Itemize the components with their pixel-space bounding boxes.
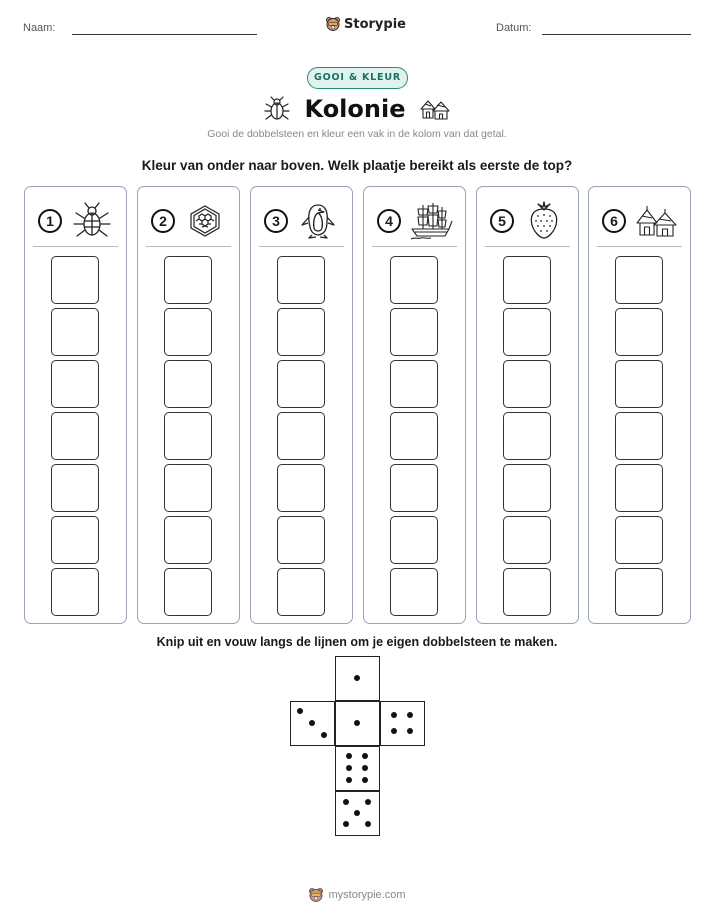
- bear-logo-icon: [308, 887, 324, 903]
- color-cell[interactable]: [390, 516, 438, 564]
- name-label: Naam:: [23, 22, 56, 34]
- pip: [362, 777, 368, 783]
- pip: [407, 712, 413, 718]
- column-number: 3: [264, 209, 288, 233]
- color-cell[interactable]: [277, 308, 325, 356]
- dice-net: [290, 656, 425, 836]
- pip: [365, 799, 371, 805]
- color-cell[interactable]: [51, 412, 99, 460]
- color-cell[interactable]: [277, 360, 325, 408]
- color-cell[interactable]: [615, 256, 663, 304]
- color-cell[interactable]: [51, 360, 99, 408]
- column-1: [24, 186, 127, 624]
- column-header: [33, 195, 118, 247]
- column-5: [476, 186, 579, 624]
- color-cell[interactable]: [615, 360, 663, 408]
- honeycomb-icon: [183, 201, 227, 241]
- columns-grid: [24, 186, 691, 624]
- dice-face-6: [335, 746, 380, 791]
- color-cell[interactable]: [390, 464, 438, 512]
- date-label: Datum:: [496, 22, 532, 34]
- color-cell[interactable]: [503, 360, 551, 408]
- color-cell[interactable]: [615, 464, 663, 512]
- pip: [354, 810, 360, 816]
- column-4: [363, 186, 466, 624]
- pip: [365, 821, 371, 827]
- dice-face-5: [335, 791, 380, 836]
- page-title: Kolonie: [304, 95, 406, 123]
- pip: [391, 712, 397, 718]
- pip: [346, 765, 352, 771]
- color-cell[interactable]: [164, 568, 212, 616]
- date-line: [542, 34, 691, 35]
- column-header: [259, 195, 344, 247]
- color-cell[interactable]: [164, 516, 212, 564]
- column-header: [597, 195, 682, 247]
- color-cell[interactable]: [390, 308, 438, 356]
- strawberry-icon: [522, 201, 566, 241]
- color-cell[interactable]: [51, 308, 99, 356]
- color-cell[interactable]: [503, 412, 551, 460]
- color-cell[interactable]: [164, 464, 212, 512]
- column-3: [250, 186, 353, 624]
- column-number: 6: [602, 209, 626, 233]
- color-cell[interactable]: [51, 464, 99, 512]
- subtitle: Gooi de dobbelsteen en kleur een vak in de kolom van dat getal.: [207, 128, 507, 140]
- footer: [0, 884, 714, 906]
- column-2: [137, 186, 240, 624]
- logo-text: Storypie: [344, 16, 406, 32]
- bug-icon: [70, 201, 114, 241]
- huts-icon: [634, 201, 678, 241]
- title-row: [0, 92, 714, 126]
- storypie-logo: [325, 14, 406, 34]
- name-line: [72, 34, 257, 35]
- color-cell[interactable]: [503, 568, 551, 616]
- pip: [346, 753, 352, 759]
- color-cell[interactable]: [615, 568, 663, 616]
- pip: [343, 799, 349, 805]
- penguin-icon: [296, 201, 340, 241]
- color-cell[interactable]: [164, 256, 212, 304]
- ship-icon: [409, 201, 453, 241]
- pip: [354, 720, 360, 726]
- color-cell[interactable]: [503, 256, 551, 304]
- color-cell[interactable]: [390, 360, 438, 408]
- dice-face-3: [290, 701, 335, 746]
- pip: [407, 728, 413, 734]
- color-cell[interactable]: [390, 568, 438, 616]
- color-cell[interactable]: [164, 308, 212, 356]
- dice-face-1: [335, 656, 380, 701]
- color-cell[interactable]: [615, 412, 663, 460]
- color-cell[interactable]: [390, 256, 438, 304]
- pip: [362, 765, 368, 771]
- color-cell[interactable]: [51, 256, 99, 304]
- column-header: [146, 195, 231, 247]
- color-cell[interactable]: [164, 412, 212, 460]
- color-cell[interactable]: [51, 516, 99, 564]
- color-cell[interactable]: [390, 412, 438, 460]
- color-cell[interactable]: [277, 256, 325, 304]
- column-header: [485, 195, 570, 247]
- color-cell[interactable]: [503, 464, 551, 512]
- footer-url: mystorypie.com: [328, 889, 406, 901]
- color-cell[interactable]: [164, 360, 212, 408]
- header: [0, 14, 714, 44]
- pip: [343, 821, 349, 827]
- color-cell[interactable]: [503, 516, 551, 564]
- column-6: [588, 186, 691, 624]
- column-number: 2: [151, 209, 175, 233]
- huts-icon: [419, 95, 451, 123]
- color-cell[interactable]: [503, 308, 551, 356]
- column-number: 1: [38, 209, 62, 233]
- color-cell[interactable]: [51, 568, 99, 616]
- color-cell[interactable]: [615, 308, 663, 356]
- pip: [297, 708, 303, 714]
- color-cell[interactable]: [277, 516, 325, 564]
- column-number: 5: [490, 209, 514, 233]
- pip: [309, 720, 315, 726]
- color-cell[interactable]: [277, 412, 325, 460]
- instruction: Kleur van onder naar boven. Welk plaatje bereikt als eerste de top?: [141, 158, 573, 173]
- pip: [362, 753, 368, 759]
- bug-icon: [263, 95, 291, 123]
- column-number: 4: [377, 209, 401, 233]
- pip: [346, 777, 352, 783]
- pip: [391, 728, 397, 734]
- column-header: [372, 195, 457, 247]
- color-cell[interactable]: [277, 464, 325, 512]
- dice-face-4: [380, 701, 425, 746]
- cut-instruction: Knip uit en vouw langs de lijnen om je eigen dobbelsteen te maken.: [156, 635, 558, 649]
- category-badge: GOOI & KLEUR: [307, 67, 408, 89]
- dice-face-1: [335, 701, 380, 746]
- color-cell[interactable]: [615, 516, 663, 564]
- color-cell[interactable]: [277, 568, 325, 616]
- pip: [354, 675, 360, 681]
- pip: [321, 732, 327, 738]
- bear-logo-icon: [325, 16, 341, 32]
